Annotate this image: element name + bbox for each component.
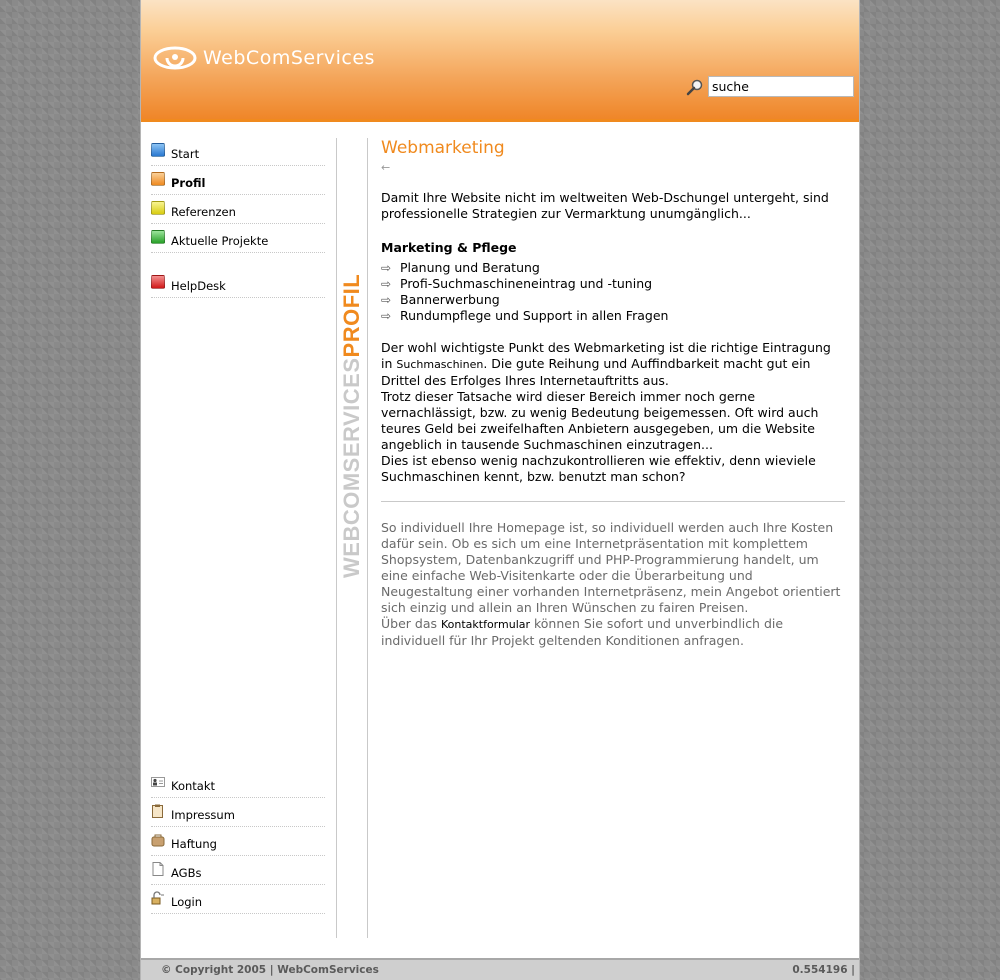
intro-text: Damit Ihre Website nicht im weltweiten Web-Dschungel untergeht, sind professionelle Strategien zur Vermarktung unumgänglich... — [381, 190, 829, 221]
header-divider — [141, 119, 859, 122]
version-text: 0.554196 | — [792, 964, 855, 976]
arrow-right-icon: ⇨ — [381, 261, 392, 275]
section-heading: Marketing & Pflege — [381, 240, 517, 255]
sidebar-divider — [336, 138, 337, 938]
nav-item-label: Impressum — [171, 808, 235, 822]
login-icon — [151, 891, 165, 905]
nav-item-label: Start — [171, 147, 200, 161]
nav-item-impressum[interactable] — [151, 798, 325, 827]
nav-item-label: Referenzen — [171, 205, 236, 219]
nav-item-label: Profil — [171, 176, 206, 190]
nav-item-profil[interactable] — [151, 166, 325, 195]
closing-text-part: Über das — [381, 616, 441, 631]
orange-square-icon — [151, 172, 165, 186]
kontaktformular-link[interactable]: Kontaktformular — [440, 618, 531, 631]
closing-text-part: So individuell Ihre Homepage ist, so individuell werden auch Ihre Kosten dafür sein. Ob es sich um eine Internetpräsentation mit komplettem Shopsystem, Datenbankzugriff und PHP-Programmierung handelt, um eine einfache Web-Visitenkarte oder die Überarbeitung und Neugestaltung einer vorhanden Internetpräsenz, mein Angebot orientiert sich einzig und allein an Ihren Wünschen zu fairen Preisen. — [381, 520, 841, 615]
arrow-right-icon: ⇨ — [381, 277, 392, 291]
list-item — [381, 308, 845, 324]
clipboard-icon — [151, 804, 165, 818]
logo[interactable] — [153, 43, 375, 73]
body-text-part: . Die gute Reihung und Auffindbarkeit macht gut ein Drittel des Erfolges Ihres Internetauftritts aus. — [381, 356, 811, 388]
copyright-text: © Copyright 2005 | WebComServices — [161, 964, 379, 976]
nav-item-label: Kontakt — [171, 779, 216, 793]
nav-item-aktuelle-projekte[interactable] — [151, 224, 325, 253]
green-square-icon — [151, 230, 165, 244]
list-item — [381, 292, 845, 308]
secondary-navigation — [151, 769, 325, 914]
nav-item-agbs[interactable] — [151, 856, 325, 885]
back-arrow-icon[interactable]: ← — [381, 161, 391, 174]
list-item-label: Profi-Suchmaschineneintrag und -tuning — [400, 276, 653, 291]
nav-item-helpdesk[interactable] — [151, 269, 325, 298]
nav-item-haftung[interactable] — [151, 827, 325, 856]
list-item-label: Bannerwerbung — [400, 292, 500, 307]
nav-item-label: Aktuelle Projekte — [171, 234, 269, 248]
page-container — [140, 0, 860, 980]
nav-item-referenzen[interactable] — [151, 195, 325, 224]
logo-text: WebComServices — [203, 47, 375, 69]
list-item-label: Planung und Beratung — [400, 260, 540, 275]
nav-spacer — [151, 253, 325, 269]
body-text-part: Trotz dieser Tatsache wird dieser Bereich immer noch gerne vernachlässigt, bzw. zu wenig Bedeutung beigemessen. Oft wird auch teures Geld bei zweifelhaften Anbietern ausgegeben, um die Website angeblich in tausende Suchmaschinen einzutragen... — [381, 389, 819, 452]
nav-item-kontakt[interactable] — [151, 769, 325, 798]
bag-icon — [151, 833, 165, 847]
red-square-icon — [151, 275, 165, 289]
arrow-right-icon: ⇨ — [381, 309, 392, 323]
nav-item-start[interactable] — [151, 137, 325, 166]
content-divider — [381, 501, 845, 502]
page-title: Webmarketing — [381, 138, 505, 158]
list-item — [381, 276, 845, 292]
closing-text — [381, 520, 845, 649]
service-list — [381, 260, 845, 324]
body-text-part: Dies ist ebenso wenig nachzukontrollieren wie effektiv, denn wieviele Suchmaschinen kennt, bzw. benutzt man schon? — [381, 453, 816, 484]
banner-brand-text: WEBCOMSERVICES — [339, 357, 364, 578]
nav-item-label: Haftung — [171, 837, 217, 851]
nav-item-label: AGBs — [171, 866, 202, 880]
svg-text:WEBCOMSERVICESPROFIL — [339, 274, 364, 578]
main-content — [381, 137, 845, 649]
header — [141, 0, 859, 120]
document-icon — [151, 862, 165, 876]
search-icon[interactable] — [686, 78, 704, 96]
closing-text-part: können Sie sofort und unverbindlich die individuell für Ihr Projekt geltenden Konditionen anfragen. — [381, 616, 784, 648]
arrow-right-icon: ⇨ — [381, 293, 392, 307]
suchmaschinen-term: Suchmaschinen — [396, 358, 484, 371]
body-text-part: Der wohl wichtigste Punkt des Webmarketing ist die richtige Eintragung in — [381, 340, 831, 371]
list-item-label: Rundumpflege und Support in allen Fragen — [400, 308, 669, 323]
list-item — [381, 260, 845, 276]
main-navigation — [151, 137, 325, 298]
footer — [141, 958, 859, 980]
vertical-section-banner — [339, 148, 365, 578]
eye-logo-icon — [153, 45, 197, 71]
contact-card-icon — [151, 775, 165, 789]
nav-item-label: HelpDesk — [171, 279, 226, 293]
sidebar-divider — [367, 138, 368, 938]
banner-section-text: PROFIL — [339, 273, 364, 358]
body-text — [381, 340, 845, 485]
blue-square-icon — [151, 143, 165, 157]
nav-item-login[interactable] — [151, 885, 325, 914]
yellow-square-icon — [151, 201, 165, 215]
nav-item-label: Login — [171, 895, 203, 909]
search-input[interactable] — [708, 76, 854, 97]
